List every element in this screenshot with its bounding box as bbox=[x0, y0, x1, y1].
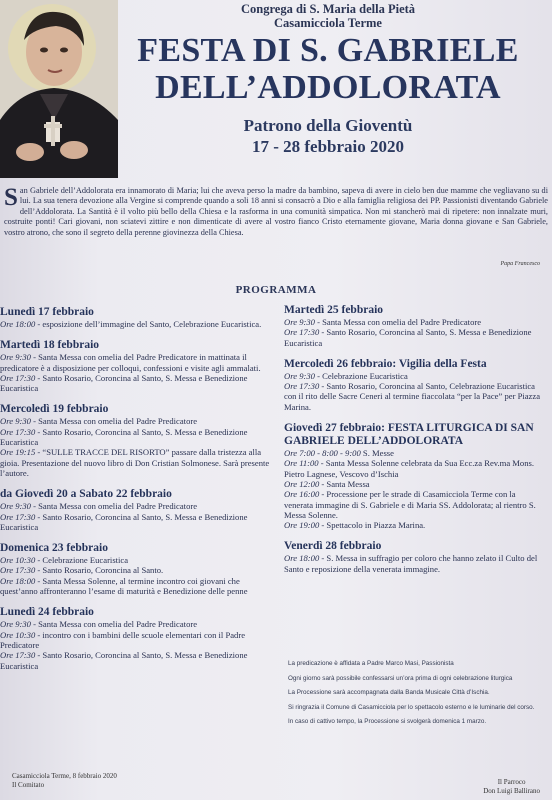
program-event bbox=[284, 520, 546, 530]
event-description: - Santo Rosario, Coroncina al Santo, S. Messa e Benedizione Eucaristica bbox=[0, 511, 248, 532]
event-description: - Celebrazione Eucaristica bbox=[314, 370, 408, 381]
event-dates: 17 - 28 febbraio 2020 bbox=[251, 137, 405, 156]
event-time: Ore 9:30 bbox=[0, 501, 31, 512]
event-time: Ore 17:30 bbox=[0, 511, 36, 522]
program-event bbox=[0, 565, 270, 575]
program-event bbox=[0, 576, 270, 597]
notes bbox=[288, 660, 546, 733]
program-day-title: Giovedì 27 febbraio: FESTA LITURGICA DI SAN GABRIELE DELL’ADDOLORATA bbox=[284, 422, 534, 448]
event-time: Ore 9:30 bbox=[284, 317, 315, 327]
program-event bbox=[284, 327, 546, 348]
program-day bbox=[0, 306, 270, 329]
event-time: Ore 17:30 bbox=[0, 565, 36, 576]
program-event bbox=[0, 319, 270, 329]
program-event bbox=[284, 489, 546, 520]
program-day-title: Mercoledì 26 febbraio: Vigilia della Festa bbox=[284, 357, 487, 370]
event-time: Ore 17:30 bbox=[0, 426, 36, 437]
event-time: Ore 18:00 bbox=[284, 553, 320, 564]
title-line2: DELL’ADDOLORATA bbox=[155, 69, 501, 106]
event-description: - esposizione dell’immagine del Santo, Celebrazione Eucaristica. bbox=[35, 319, 262, 329]
event-time: Ore 10:30 bbox=[0, 555, 36, 566]
program-event bbox=[284, 458, 546, 479]
event-time: Ore 17:30 bbox=[0, 650, 36, 661]
program-day-title: da Giovedì 20 a Sabato 22 febbraio bbox=[0, 488, 172, 501]
note-item: La Processione sarà accompagnata dalla Banda Musicale Città d’Ischia. bbox=[288, 689, 490, 697]
program-day bbox=[0, 606, 270, 670]
event-description: - Santo Rosario, Coroncina al Santo, Celebrazione Eucaristica con il rito delle Sacre Ceneri al termine fiaccolata “per la Pace” per Piazza Marina. bbox=[284, 381, 541, 412]
note-item: La predicazione è affidata a Padre Marco Masi, Passionista bbox=[288, 660, 454, 667]
program-event bbox=[284, 448, 546, 458]
program-event bbox=[0, 555, 270, 565]
footer-left bbox=[12, 772, 117, 790]
program-event bbox=[0, 650, 270, 671]
event-time: Ore 17:30 bbox=[284, 381, 320, 392]
program-day bbox=[0, 339, 270, 393]
program-event bbox=[284, 371, 546, 381]
event-description: - Santa Messa con omelia del Padre Predicatore bbox=[314, 317, 482, 327]
org-line1: Congrega di S. Maria della Pietà bbox=[240, 2, 416, 16]
event-description: - Santo Rosario, Coroncina al Santo, S. Messa e Benedizione Eucaristica bbox=[284, 327, 532, 348]
intro-dropcap: S bbox=[4, 184, 18, 211]
event-description: - Santo Rosario, Coroncina al Santo, S. Messa e Benedizione Eucaristica bbox=[0, 426, 248, 448]
footer-right bbox=[483, 778, 540, 796]
event-description: - Santo Rosario, Coroncina al Santo. bbox=[35, 565, 164, 576]
program-day-title: Martedì 18 febbraio bbox=[0, 339, 100, 352]
subtitle: Patrono della Gioventù bbox=[243, 116, 413, 135]
event-description: - Santa Messa Solenne, al termine incontro coi giovani che quest’anno affronteranno l’esame di maturità e Benedizione delle penne bbox=[0, 575, 248, 597]
program-day bbox=[0, 403, 270, 478]
event-time: Ore 11:00 bbox=[284, 458, 319, 469]
program-event bbox=[284, 553, 546, 574]
event-time: Ore 18:00 bbox=[0, 319, 36, 329]
event-time: Ore 9:30 bbox=[0, 619, 31, 630]
event-description: - S. Messa in suffragio per coloro che hanno zelato il Culto del Santo e reposizione della venerata immagine. bbox=[284, 553, 538, 574]
saint-portrait-icon bbox=[0, 0, 118, 178]
note-item: Ogni giorno sarà possibile confessarsi un’ora prima di ogni celebrazione liturgica bbox=[288, 674, 513, 682]
program-day bbox=[284, 358, 546, 412]
event-time: Ore 19:15 bbox=[0, 447, 36, 458]
event-description: - Santa Messa con omelia del Padre Predicatore bbox=[30, 501, 198, 512]
program-day bbox=[0, 488, 270, 532]
program-event bbox=[0, 352, 270, 373]
program-day-title: Domenica 23 febbraio bbox=[0, 542, 108, 555]
event-description: - Santa Messa bbox=[319, 478, 370, 489]
event-description: - “SULLE TRACCE DEL RISORTO” passare dalla tristezza alla gioia. Presentazione del nuovo libro di Don Cristian Solmonese. Sarà presente l’autore. bbox=[0, 447, 270, 478]
footer-parroco-label: Il Parroco bbox=[497, 778, 526, 786]
program-event bbox=[0, 630, 270, 651]
event-time: Ore 9:30 bbox=[284, 370, 315, 381]
program-day bbox=[284, 304, 546, 348]
event-time: Ore 17:30 bbox=[284, 327, 320, 338]
program-left-column bbox=[0, 306, 270, 681]
intro-signature: Papa Francesco bbox=[500, 261, 540, 267]
event-description: - Santa Messa con omelia del Padre Predicatore in mattinata il predicatore è a disposizione per colloqui, confessioni e visite agli ammalati. bbox=[0, 352, 261, 373]
program-right-column bbox=[284, 304, 546, 584]
program-day-title: Mercoledì 19 febbraio bbox=[0, 403, 109, 416]
event-time: Ore 9:30 bbox=[0, 352, 31, 363]
event-description: - Santa Messa con omelia del Padre Predicatore bbox=[30, 416, 198, 427]
program-event bbox=[0, 447, 270, 478]
footer-committee: Il Comitato bbox=[12, 781, 45, 789]
note-item: In caso di cattivo tempo, la Processione si svolgerà domenica 1 marzo. bbox=[288, 718, 487, 726]
program-event bbox=[0, 416, 270, 426]
program-day bbox=[284, 422, 546, 530]
event-description: - Santa Messa con omelia del Padre Predicatore bbox=[30, 619, 198, 630]
program-day-title: Lunedì 17 febbraio bbox=[0, 306, 94, 318]
program-event bbox=[0, 619, 270, 629]
event-description: - incontro con i bambini delle scuole elementari con il Padre Predicatore bbox=[0, 629, 246, 650]
org-line2: Casamicciola Terme bbox=[274, 16, 382, 30]
event-time: Ore 9:30 bbox=[0, 416, 31, 427]
intro-text: an Gabriele dell’Addolorata era innamorato di Maria; lui che aveva perso la madre da bambino, sapeva di avere in cielo ben due mamme che vegliavano su di lui. La sua tenera devozione alla Vergine si comprende quando a soli 18 anni si consacrò a Dio e alla famiglia religiosa dei PP. Passionisti diventando Gabriele dell’Addolorata. La Santità è il volto più bello della Chiesa e la rasforma in una comunità simpatica. Non mi stancherò mai di ripetere: non innalzate muri, costruite ponti! Cari giovani, non sciatevi zittire e non dimenticate di avere al vostro fianco Cristo eternamente giovane, Maria donna giovane e San Gabriele, vostro atrono, che sono il segreto della perenne giovinezza della Chiesa. bbox=[4, 186, 548, 237]
event-description: - Processione per le strade di Casamicciola Terme con la venerata immagine di S. Gabriele e di Maria SS. Addolorata; al rientro S. Messa Solenne. bbox=[284, 489, 536, 520]
program-title: PROGRAMMA bbox=[235, 284, 317, 296]
program-event bbox=[284, 479, 546, 489]
event-time: Ore 18:00 bbox=[0, 575, 36, 586]
intro-paragraph bbox=[4, 186, 548, 238]
header bbox=[118, 2, 538, 158]
title-line1: FESTA DI S. GABRIELE bbox=[137, 32, 519, 69]
event-description: - Celebrazione Eucaristica bbox=[35, 555, 129, 566]
event-description: - Santo Rosario, Coroncina al Santo, S. Messa e Benedizione Eucaristica bbox=[0, 372, 248, 394]
event-time: Ore 12:00 bbox=[284, 478, 320, 489]
event-time: Ore 10:30 bbox=[0, 629, 36, 640]
footer-place-date: Casamicciola Terme, 8 febbraio 2020 bbox=[12, 772, 117, 780]
event-description: - Santa Messa Solenne celebrata da Sua Ecc.za Rev.ma Mons. Pietro Lagnese, Vescovo d’Ischia bbox=[284, 458, 535, 479]
program-event bbox=[284, 381, 546, 412]
program-event bbox=[0, 427, 270, 448]
program-event bbox=[0, 512, 270, 533]
event-time: Ore 7:00 - 8:00 - 9:00 bbox=[284, 448, 361, 459]
program-day-title: Martedì 25 febbraio bbox=[284, 304, 384, 316]
event-description: - Santo Rosario, Coroncina al Santo, S. Messa e Benedizione Eucaristica bbox=[0, 650, 248, 671]
program-event bbox=[0, 373, 270, 394]
event-time: Ore 17:30 bbox=[0, 372, 36, 383]
program-event bbox=[284, 317, 546, 327]
footer-parroco-name: Don Luigi Ballirano bbox=[483, 787, 540, 795]
event-description: S. Messe bbox=[360, 448, 394, 459]
event-time: Ore 19:00 bbox=[284, 520, 320, 531]
event-time: Ore 16:00 bbox=[284, 489, 320, 500]
program-day bbox=[0, 542, 270, 596]
program-day-title: Venerdì 28 febbraio bbox=[284, 540, 382, 553]
event-description: - Spettacolo in Piazza Marina. bbox=[319, 520, 426, 531]
program-event bbox=[0, 501, 270, 511]
program-day bbox=[284, 540, 546, 574]
program-day-title: Lunedì 24 febbraio bbox=[0, 606, 94, 619]
note-item: Si ringrazia il Comune di Casamicciola per lo spettacolo esterno e le luminarie del corso. bbox=[288, 703, 535, 711]
